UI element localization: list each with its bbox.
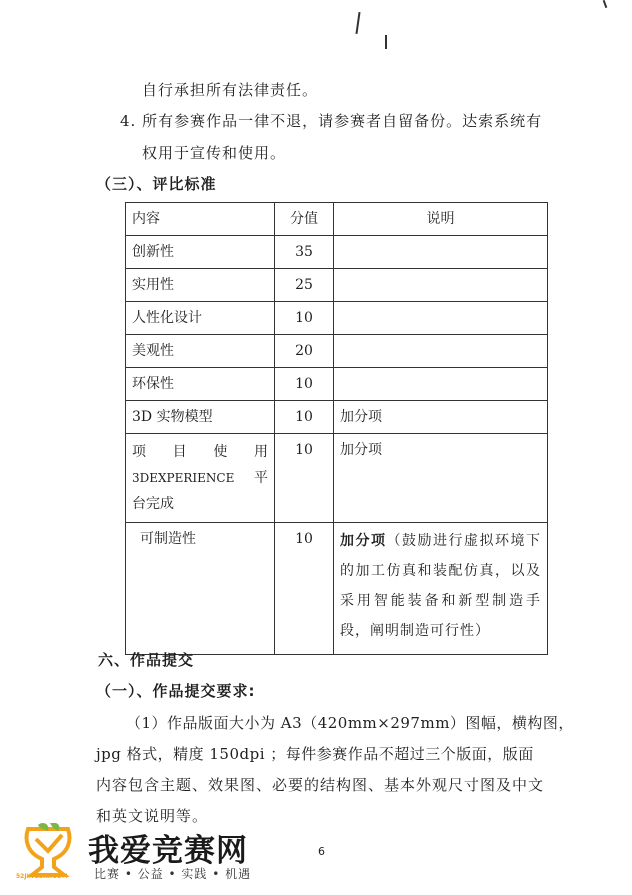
table-row (126, 401, 548, 434)
row-desc (334, 368, 548, 401)
table-row (126, 335, 548, 368)
watermark-name: 我爱竞赛网 (88, 833, 248, 869)
watermark-url: 52JINGSAI.COM (16, 873, 68, 880)
scan-mark (355, 12, 360, 34)
row-content: 可制造性 (126, 523, 275, 655)
table-row (126, 368, 548, 401)
content-char: 使 (213, 444, 228, 460)
row-score: 10 (275, 368, 334, 401)
row-desc (334, 269, 548, 302)
scan-mark (385, 35, 387, 49)
table-row (126, 236, 548, 269)
row-content: 环保性 (126, 368, 275, 401)
desc-label: 加分项 (340, 533, 387, 549)
text-line: （1）作品版面大小为 A3（420mm×297mm）图幅，横构图， (126, 714, 574, 732)
page-number: 6 (318, 845, 325, 858)
desc-text (340, 526, 541, 646)
text-line: 自行承担所有法律责任。 (142, 81, 319, 99)
content-line (132, 439, 268, 465)
content-line (132, 465, 268, 491)
row-desc (334, 523, 548, 655)
row-score: 10 (275, 523, 334, 655)
row-score: 10 (275, 401, 334, 434)
row-content: 创新性 (126, 236, 275, 269)
text-line: 权用于宣传和使用。 (142, 144, 287, 162)
table-row (126, 434, 548, 523)
row-desc (334, 335, 548, 368)
desc-body: （鼓励进行虚拟环境下的加工仿真和装配仿真，以及采用智能装备和新型制造手段，阐明制造可行性） (340, 533, 541, 639)
watermark-logo (14, 823, 254, 888)
table-row (126, 523, 548, 655)
section-heading: （三）、评比标准 (96, 175, 217, 193)
content-char: 用 (253, 444, 268, 460)
text-line: 内容包含主题、效果图、必要的结构图、基本外观尺寸图及中文 (96, 776, 545, 794)
row-score: 20 (275, 335, 334, 368)
row-content (126, 434, 275, 523)
row-content: 人性化设计 (126, 302, 275, 335)
row-desc: 加分项 (334, 401, 548, 434)
subsection-heading: （一）、作品提交要求: (96, 682, 256, 700)
row-desc (334, 302, 548, 335)
criteria-table (125, 202, 548, 655)
header-score: 分值 (275, 203, 334, 236)
text-line: 4. 所有参赛作品一律不退，请参赛者自留备份。达索系统有 (120, 112, 543, 130)
table-row (126, 302, 548, 335)
row-desc: 加分项 (334, 434, 548, 523)
row-content: 实用性 (126, 269, 275, 302)
scan-mark (603, 0, 608, 8)
table-row (126, 269, 548, 302)
row-desc (334, 236, 548, 269)
header-desc: 说明 (334, 203, 548, 236)
table-header-row (126, 203, 548, 236)
content-line: 台完成 (132, 496, 174, 512)
row-score: 10 (275, 302, 334, 335)
content-word: 3DEXPERIENCE (132, 471, 235, 485)
section-heading: 六、作品提交 (98, 651, 195, 669)
text-line: 和英文说明等。 (96, 807, 209, 825)
content-char: 目 (172, 444, 187, 460)
row-content: 美观性 (126, 335, 275, 368)
row-score: 25 (275, 269, 334, 302)
content-word: 平 (254, 470, 268, 486)
text-line: jpg 格式，精度 150dpi ；每件参赛作品不超过三个版面，版面 (96, 745, 534, 763)
content-char: 项 (132, 444, 146, 460)
watermark-tagline: 比赛 • 公益 • 实践 • 机遇 (94, 867, 252, 881)
row-score: 10 (275, 434, 334, 523)
row-content: 3D 实物模型 (126, 401, 275, 434)
row-score: 35 (275, 236, 334, 269)
header-content: 内容 (126, 203, 275, 236)
